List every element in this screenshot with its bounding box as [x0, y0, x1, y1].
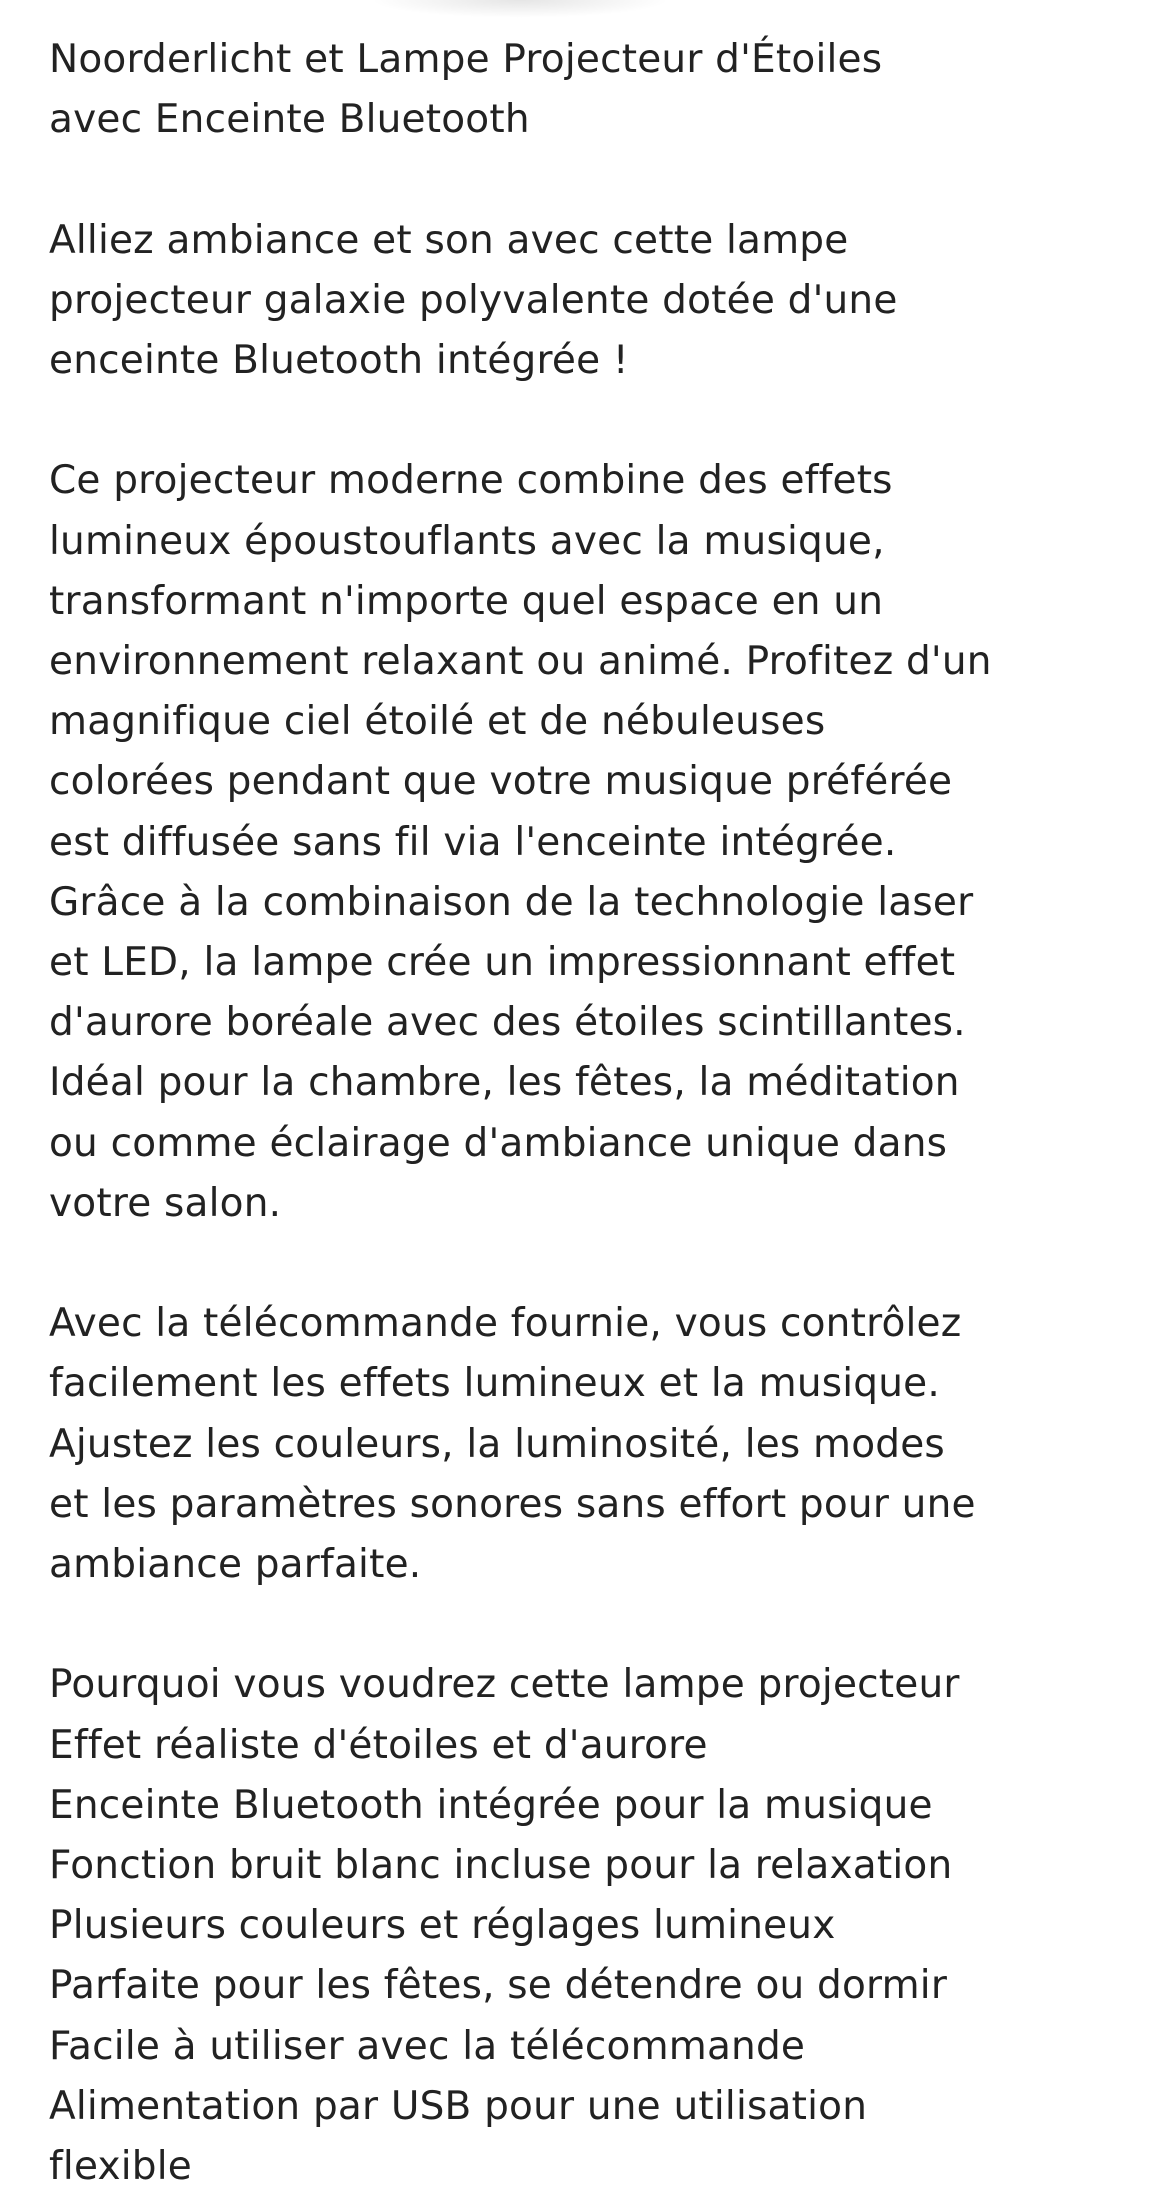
feature-item: Parfaite pour les fêtes, se détendre ou dormir: [49, 1963, 948, 2009]
feature-item: Enceinte Bluetooth intégrée pour la musique: [49, 1782, 933, 1828]
feature-item: Plusieurs couleurs et réglages lumineux: [49, 1903, 836, 1949]
product-description: [49, 30, 1049, 2197]
features-section: [49, 1655, 1049, 2197]
feature-list: [49, 1716, 1049, 2197]
top-scroll-shadow: [370, 0, 670, 18]
feature-item: Facile à utiliser avec la télécommande: [49, 2023, 806, 2069]
description-intro: Alliez ambiance et son avec cette lampe projecteur galaxie polyvalente dotée d'une enceinte Bluetooth intégrée !: [49, 217, 898, 383]
features-heading: Pourquoi vous voudrez cette lampe projecteur: [49, 1662, 960, 1708]
feature-item: Alimentation par USB pour une utilisation flexible: [49, 2083, 868, 2190]
feature-item: Fonction bruit blanc incluse pour la relaxation: [49, 1843, 953, 1889]
description-remote: Avec la télécommande fournie, vous contrôlez facilement les effets lumineux et la musique. Ajustez les couleurs, la luminosité, les modes et les paramètres sonores sans effort pour une ambiance parfaite.: [49, 1301, 976, 1588]
description-body: Ce projecteur moderne combine des effets lumineux époustouflants avec la musique, transformant n'importe quel espace en un environnement relaxant ou animé. Profitez d'un magnifique ciel étoilé et de nébuleuses colorées pendant que votre musique préférée est diffusée sans fil via l'enceinte intégrée. Grâce à la combinaison de la technologie laser et LED, la lampe crée un impressionnant effet d'aurore boréale avec des étoiles scintillantes. Idéal pour la chambre, les fêtes, la méditation ou comme éclairage d'ambiance unique dans votre salon.: [49, 458, 992, 1226]
description-title: Noorderlicht et Lampe Projecteur d'Étoiles avec Enceinte Bluetooth: [49, 37, 883, 143]
feature-item: Effet réaliste d'étoiles et d'aurore: [49, 1722, 708, 1768]
